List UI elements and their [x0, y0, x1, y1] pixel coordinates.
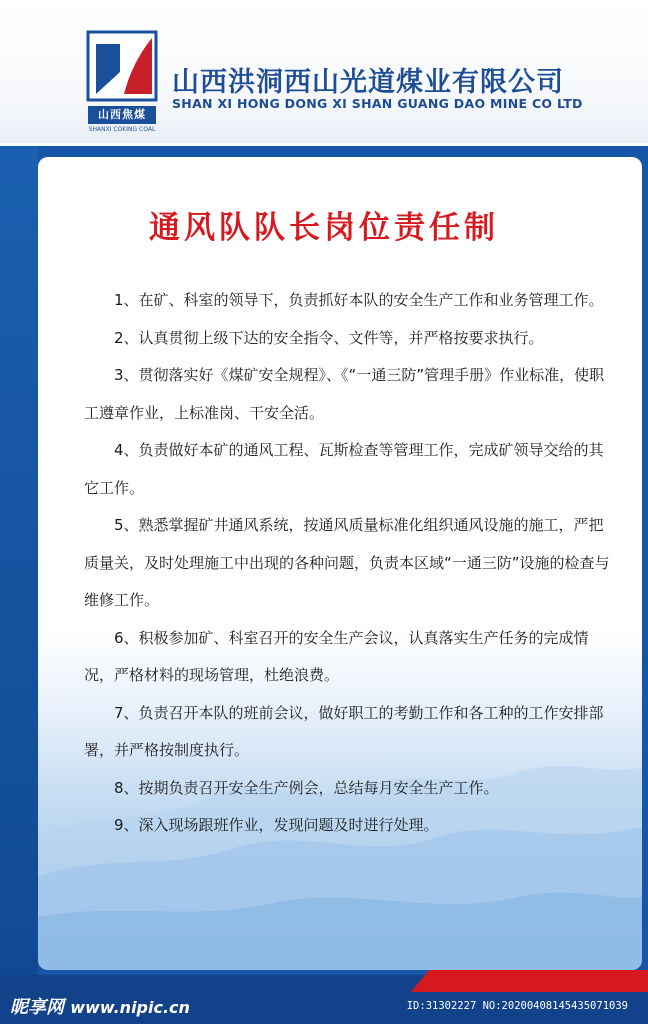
watermark-site-url: www.nipic.cn: [70, 998, 190, 1017]
company-name-en: SHAN XI HONG DONG XI SHAN GUANG DAO MINE CO LTD: [172, 96, 583, 111]
logo-mark-icon: [86, 30, 158, 102]
logo-caption: 山西焦煤: [88, 106, 156, 124]
responsibility-item-6: 6、积极参加矿、科室召开的安全生产会议，认真落实生产任务的完成情况，严格材料的现场管理，杜绝浪费。: [84, 628, 589, 684]
responsibility-item-9: 9、深入现场跟班作业，发现问题及时进行处理。: [114, 816, 439, 834]
responsibility-item-4: 4、负责做好本矿的通风工程、瓦斯检查等管理工作，完成矿领导交给的其它工作。: [84, 441, 604, 497]
footer-red-stripe: [411, 970, 648, 992]
watermark-image-id: ID:31302227 NO:20200408145435071039: [406, 1000, 628, 1012]
responsibility-item-2: 2、认真贯彻上级下达的安全指令、文件等，并严格按要求执行。: [114, 328, 544, 347]
responsibility-item-3: 3、贯彻落实好《煤矿安全规程》、《“一通三防”管理手册》作业标准，使职工遵章作业，上标准岗、干安全活。: [84, 366, 605, 422]
watermark-site-name: 昵享网: [10, 997, 64, 1018]
company-logo: [86, 30, 158, 133]
responsibility-item-1: 1、在矿、科室的领导下，负责抓好本队的安全生产工作和业务管理工作。: [114, 291, 604, 309]
logo-subcaption: SHANXI COKING COAL: [88, 126, 156, 133]
left-border: [0, 146, 38, 976]
header-divider: [0, 143, 648, 146]
company-name-cn: 山西洪洞西山光道煤业有限公司: [172, 67, 564, 98]
responsibility-item-8: 8、按期负责召开安全生产例会，总结每月安全生产工作。: [114, 778, 499, 797]
responsibility-item-7: 7、负责召开本队的班前会议，做好职工的考勤工作和各工种的工作安排部署，并严格按制度执行。: [84, 703, 604, 759]
header-banner: [0, 0, 648, 143]
responsibilities-list: [84, 282, 614, 845]
watermark-site: [10, 993, 190, 1019]
document-title: 通风队队长岗位责任制: [149, 210, 499, 246]
responsibility-item-5: 5、熟悉掌握矿井通风系统，按通风质量标准化组织通风设施的施工，严把质量关，及时处理施工中出现的各种问题，负责本区域“一通三防”设施的检查与维修工作。: [84, 516, 610, 609]
